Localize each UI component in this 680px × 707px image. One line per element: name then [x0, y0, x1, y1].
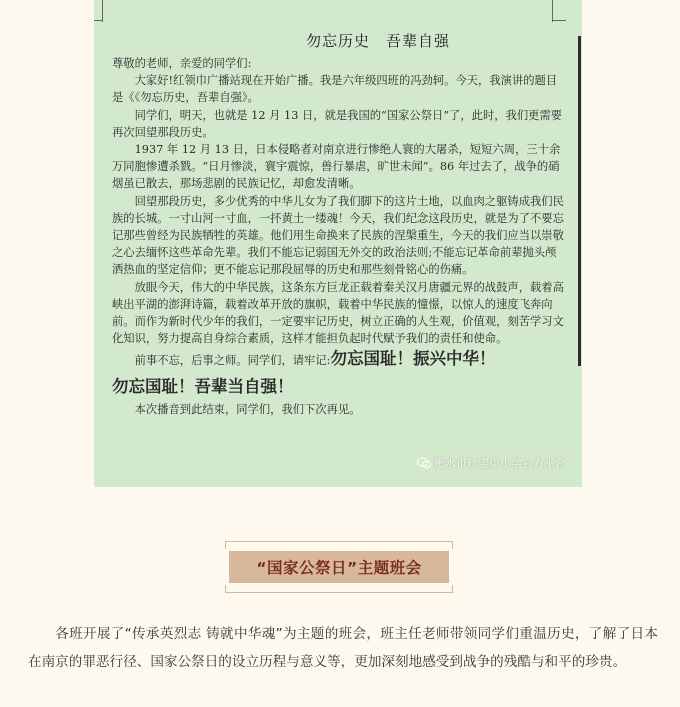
paragraph: 同学们，明天，也就是 12 月 13 日，就是我国的“国家公祭日”了，此时，我们更需要再次回望那段历史。: [112, 108, 563, 139]
frame-tick: [225, 541, 226, 549]
watermark-text: 衡水市珍宝街小学官方平台: [434, 457, 566, 470]
broadcast-script-image: [94, 0, 582, 487]
page-edge-bar: [578, 36, 581, 366]
slogan-1: 勿忘国耻！振兴中华！: [330, 349, 496, 369]
paragraph: 回望那段历史，多少优秀的中华儿女为了我们脚下的这片土地，以血肉之躯铸成我们民族的长城。一寸山河一寸血，一抔黄土一缕魂！今天，我们纪念这段历史，就是为了不要忘记那些曾经为民族牺牲的英雄。他们用生命换来了民族的涅槃重生，今天的我们应当以崇敬之心去缅怀这些革命先辈。我们不能忘记弱国无外交的政治法则;不能忘记革命前辈抛头颅洒热血的坚定信仰；更不能忘记那段屈辱的历史和那些刻骨铭心的伤痛。: [112, 194, 564, 277]
document-body: [112, 55, 564, 419]
document-title: 勿忘历史 吾辈自强: [305, 32, 450, 50]
frame-tick: [452, 585, 453, 593]
paragraph: 大家好!红领巾广播站现在开始广播。我是六年级四班的冯劲轲。今天，我演讲的题目是《《勿忘历史，吾辈自强》。: [112, 74, 558, 105]
closing-lead: 前事不忘，后事之师。同学们，请牢记:: [134, 354, 331, 368]
paragraph: 放眼今天，伟大的中华民族，这条东方巨龙正载着秦关汉月唐疆元界的战鼓声，载着高峡出平湖的澎湃诗篇，载着改革开放的旗帜，载着中华民族的憧憬，以惊人的速度飞奔向前。而作为新时代少年的我们，一定要牢记历史，树立正确的人生观，价值观，刻苦学习文化知识，努力提高自身综合素质，这样才能担负起时代赋予我们的责任和使命。: [112, 280, 564, 346]
sign-off: 本次播音到此结束，同学们，我们下次再见。: [134, 403, 361, 417]
crop-mark-left-h: [94, 20, 103, 21]
closing-line: [112, 347, 564, 373]
article-paragraph: 各班开展了“传承英烈志 铸就中华魂”为主题的班会，班主任老师带领同学们重温历史，了解了日本在南京的罪恶行径、国家公祭日的设立历程与意义等，更加深刻地感受到战争的残酷与和平的珍贵。: [28, 626, 658, 670]
slogan-line: [112, 375, 564, 401]
wechat-icon: [417, 457, 431, 469]
watermark: [417, 455, 566, 471]
crop-mark-right-h: [552, 20, 566, 21]
paragraph: 1937 年 12 月 13 日，日本侵略者对南京进行惨绝人寰的大屠杀，短短六周，三十余万同胞惨遭杀戮。“日月惨淡，寰宇震惊，兽行暴虐，旷世未闻”。86 年过去了，战争的硝烟虽已散去，那场悲剧的民族记忆，却愈发清晰。: [112, 143, 561, 191]
frame-tick: [225, 585, 226, 593]
slogan-2: 勿忘国耻！吾辈当自强！: [112, 377, 294, 397]
crop-mark-left: [102, 0, 103, 22]
section-title: “国家公祭日”主题班会: [229, 551, 449, 583]
crop-mark-right: [552, 0, 553, 22]
salutation: 尊敬的老师，亲爱的同学们:: [112, 57, 252, 70]
section-header: [225, 541, 453, 593]
frame-tick: [452, 541, 453, 549]
